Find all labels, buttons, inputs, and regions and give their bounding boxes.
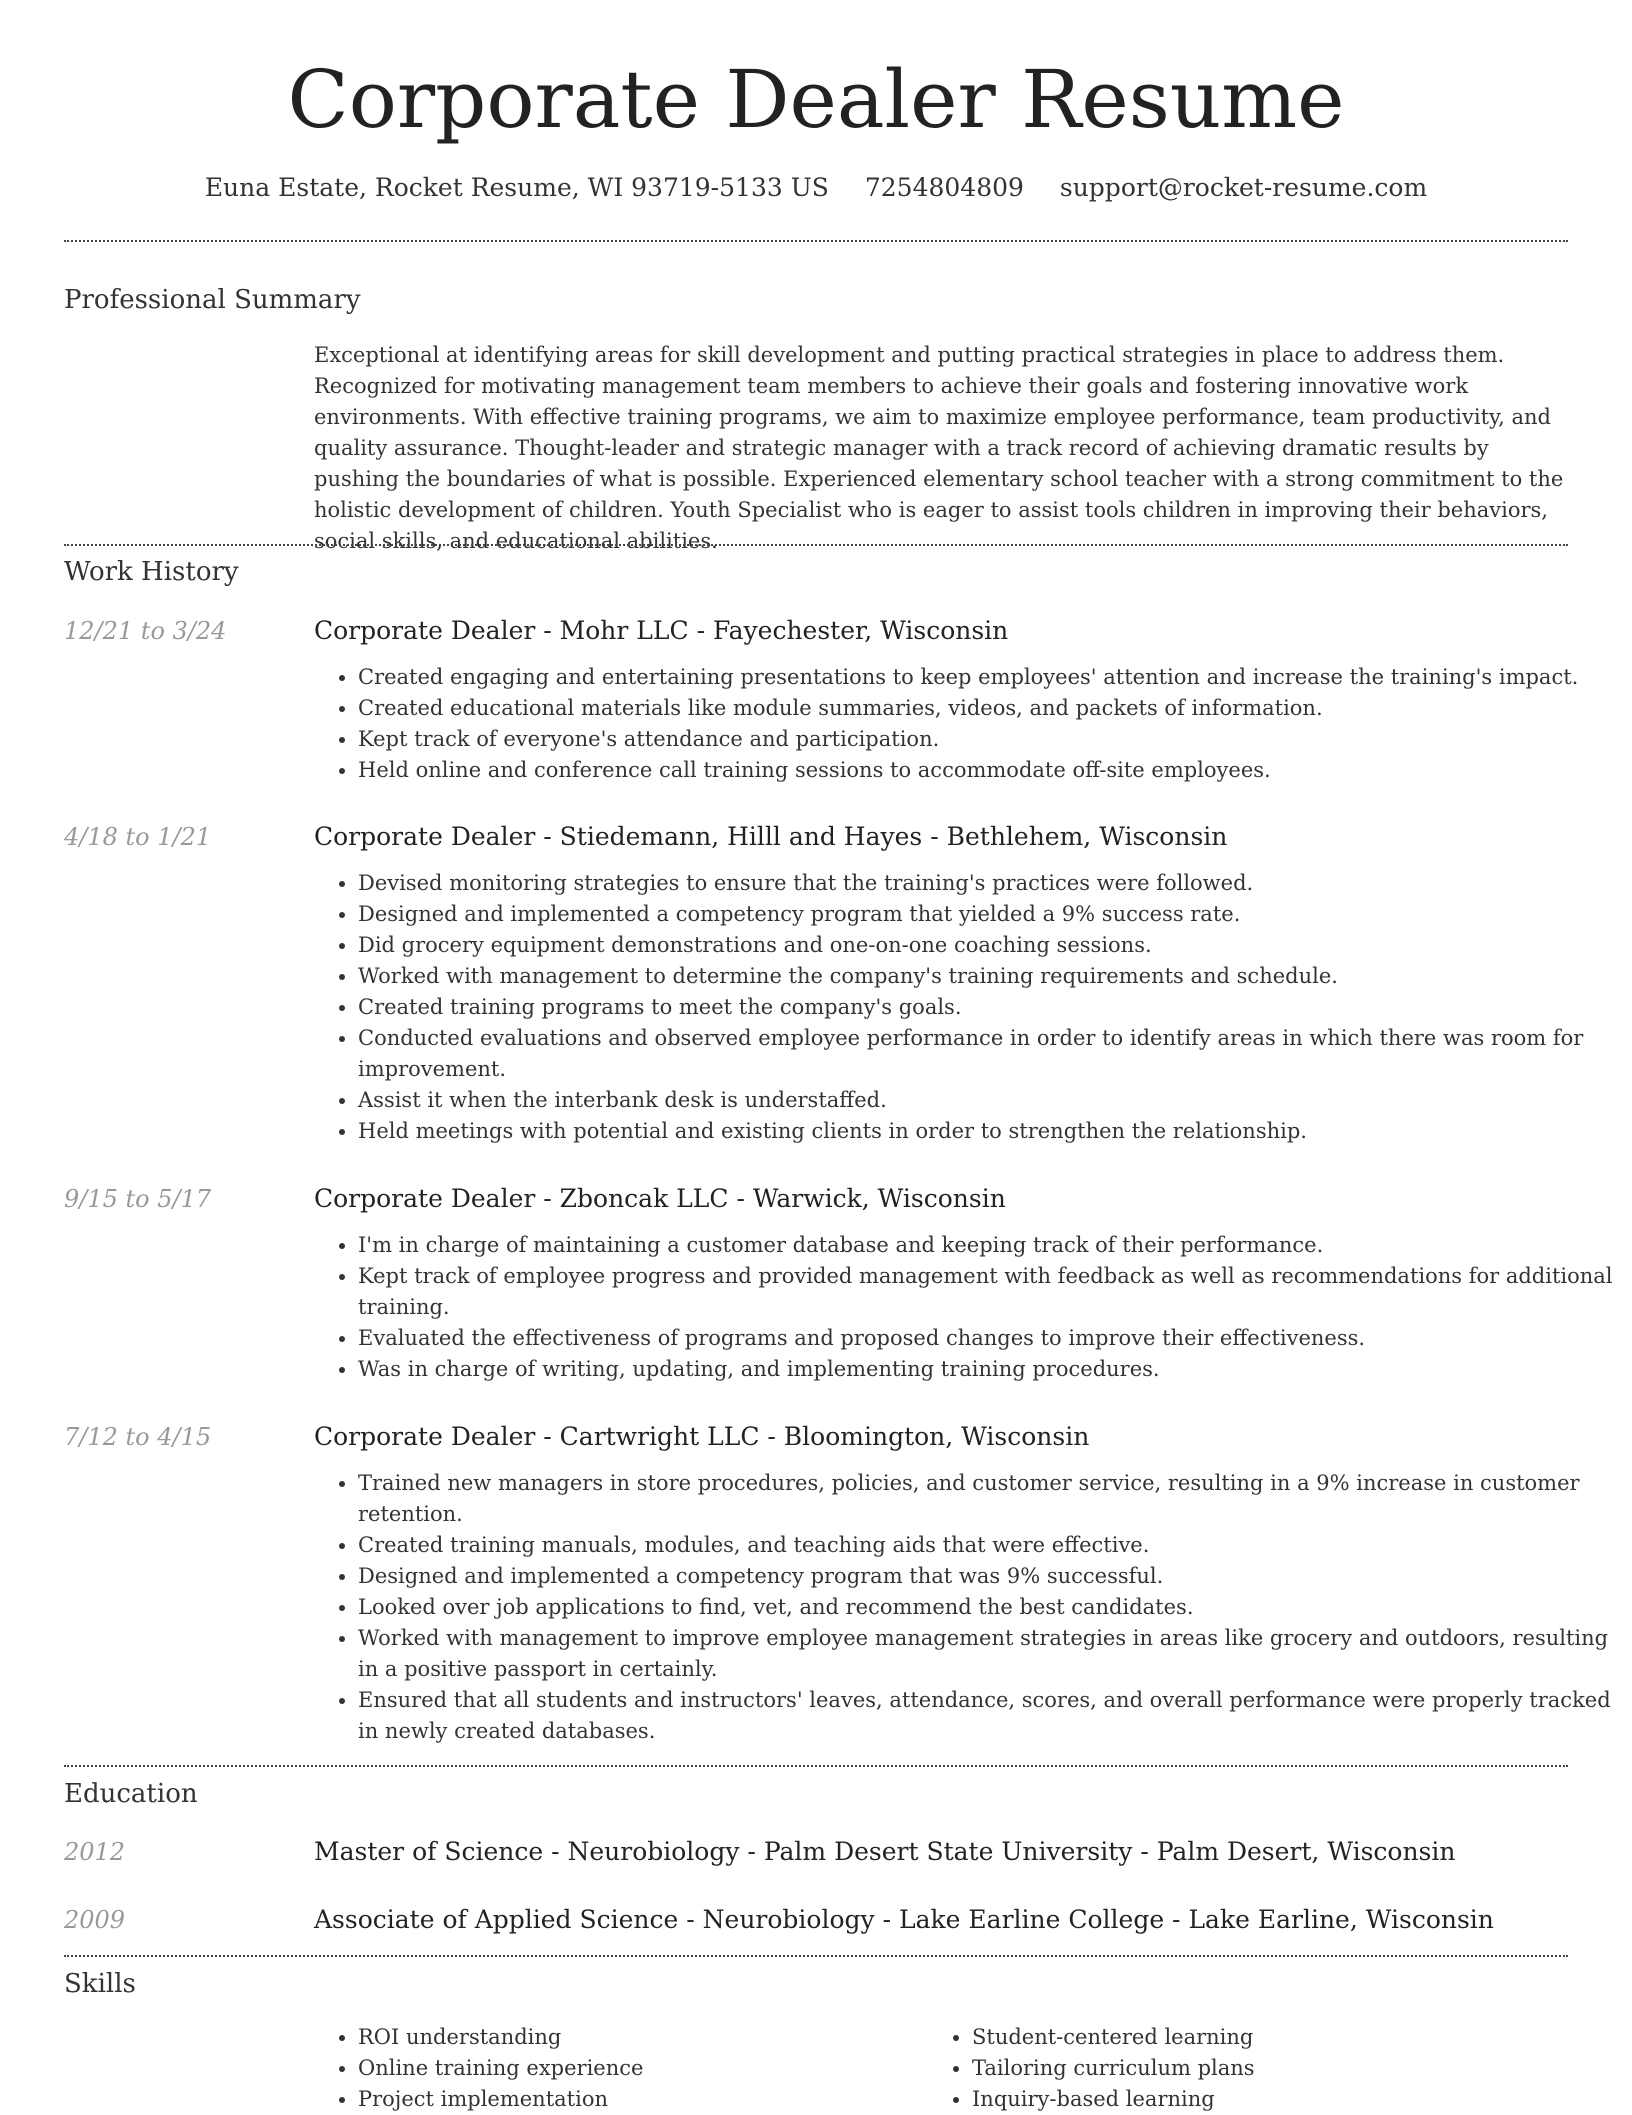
contact-email: support@rocket-resume.com	[1059, 173, 1428, 202]
divider	[64, 1765, 1568, 1767]
job-bullet: • Assist it when the interbank desk is understaffed.	[358, 1085, 1614, 1116]
job-bullet: • Worked with management to determine the company's training requirements and schedule.	[358, 961, 1614, 992]
job-bullet: • Created training programs to meet the company's goals.	[358, 992, 1614, 1023]
education-school: - Lake Earline College - Lake Earline, Wisconsin	[874, 1905, 1494, 1934]
skill-item: • Project implementation	[358, 2084, 878, 2115]
job-bullet: • Did grocery equipment demonstrations and one-on-one coaching sessions.	[358, 930, 1614, 961]
job-dates: 9/15 to 5/17	[64, 1185, 212, 1213]
job-title: Corporate Dealer - Stiedemann, Hilll and Hayes - Bethlehem, Wisconsin	[314, 822, 1228, 851]
education-entry	[64, 1833, 1570, 1873]
job-bullet: • Held online and conference call training sessions to accommodate off-site employees.	[358, 755, 1614, 786]
job-title: Corporate Dealer - Mohr LLC - Fayechester, Wisconsin	[314, 616, 1009, 645]
job-bullet: • Evaluated the effectiveness of programs and proposed changes to improve their effectiveness.	[358, 1323, 1614, 1354]
skills-list-left	[314, 2022, 878, 2115]
section-heading-summary: Professional Summary	[64, 285, 361, 315]
job-bullet: • Conducted evaluations and observed employee performance in order to identify areas in which there was room for improvement.	[358, 1023, 1614, 1085]
education-year: 2012	[64, 1838, 126, 1866]
skills-list-right	[928, 2022, 1492, 2115]
contact-phone: 7254804809	[864, 173, 1024, 202]
job-bullet: • Devised monitoring strategies to ensure that the training's practices were followed.	[358, 868, 1614, 899]
skill-item: • Student-centered learning	[972, 2022, 1492, 2053]
job-bullets	[314, 1230, 1614, 1385]
job-bullet: • Ensured that all students and instructors' leaves, attendance, scores, and overall performance were properly tracked in newly created databases.	[358, 1685, 1614, 1747]
skill-item: • Inquiry-based learning	[972, 2084, 1492, 2115]
job-bullet: • Worked with management to improve employee management strategies in areas like grocery and outdoors, resulting in a positive passport in certainly.	[358, 1623, 1614, 1685]
job-bullet: • Kept track of employee progress and provided management with feedback as well as recommendations for additional training.	[358, 1261, 1614, 1323]
job-title: Corporate Dealer - Cartwright LLC - Bloomington, Wisconsin	[314, 1422, 1090, 1451]
job-bullet: • I'm in charge of maintaining a customer database and keeping track of their performance.	[358, 1230, 1614, 1261]
job-bullet: • Trained new managers in store procedures, policies, and customer service, resulting in a 9% increase in customer retention.	[358, 1468, 1614, 1530]
education-detail	[314, 1901, 1494, 1939]
education-school: - Palm Desert State University - Palm Desert, Wisconsin	[739, 1837, 1456, 1866]
resume-title: Corporate Dealer Resume	[287, 53, 1345, 146]
job-dates: 4/18 to 1/21	[64, 823, 212, 851]
job-title: Corporate Dealer - Zboncak LLC - Warwick, Wisconsin	[314, 1184, 1006, 1213]
job-bullet: • Created educational materials like module summaries, videos, and packets of information.	[358, 693, 1614, 724]
job-bullet: • Kept track of everyone's attendance and participation.	[358, 724, 1614, 755]
education-entry	[64, 1901, 1570, 1941]
education-degree: Associate of Applied Science - Neurobiology	[314, 1905, 875, 1934]
job-bullet: • Looked over job applications to find, vet, and recommend the best candidates.	[358, 1592, 1614, 1623]
contact-line	[0, 168, 1632, 208]
education-degree: Master of Science - Neurobiology	[314, 1837, 740, 1866]
contact-address: Euna Estate, Rocket Resume, WI 93719-5133 US	[204, 173, 829, 202]
divider	[64, 240, 1568, 242]
job-bullet: • Designed and implemented a competency program that yielded a 9% success rate.	[358, 899, 1614, 930]
skill-item: • ROI understanding	[358, 2022, 878, 2053]
section-heading-work-history: Work History	[64, 557, 239, 587]
skill-item: • Tailoring curriculum plans	[972, 2053, 1492, 2084]
education-year: 2009	[64, 1906, 126, 1934]
job-bullet: • Created engaging and entertaining presentations to keep employees' attention and increase the training's impact.	[358, 662, 1614, 693]
job-bullet: • Held meetings with potential and existing clients in order to strengthen the relationship.	[358, 1116, 1614, 1147]
job-bullet: • Was in charge of writing, updating, and implementing training procedures.	[358, 1354, 1614, 1385]
job-bullet: • Created training manuals, modules, and teaching aids that were effective.	[358, 1530, 1614, 1561]
job-bullets	[314, 868, 1614, 1147]
professional-summary: Exceptional at identifying areas for skill development and putting practical strategies in place to address them. Recognized for motivating management team members to achieve their goals and fostering innovative work environments. With effective training programs, we aim to maximize employee performance, team productivity, and quality assurance. Thought-leader and strategic manager with a track record of achieving dramatic results by pushing the boundaries of what is possible. Experienced elementary school teacher with a strong commitment to the holistic development of children. Youth Specialist who is eager to assist tools children in improving their behaviors, social skills, and educational abilities.	[314, 343, 1564, 553]
section-heading-education: Education	[64, 1779, 198, 1809]
section-heading-skills: Skills	[64, 1969, 136, 1999]
job-dates: 12/21 to 3/24	[64, 617, 227, 645]
divider	[64, 544, 1568, 546]
job-bullet: • Designed and implemented a competency program that was 9% successful.	[358, 1561, 1614, 1592]
skill-item: • Online training experience	[358, 2053, 878, 2084]
job-bullets	[314, 1468, 1614, 1747]
job-dates: 7/12 to 4/15	[64, 1423, 212, 1451]
job-bullets	[314, 662, 1614, 786]
education-detail	[314, 1833, 1456, 1871]
divider	[64, 1955, 1568, 1957]
